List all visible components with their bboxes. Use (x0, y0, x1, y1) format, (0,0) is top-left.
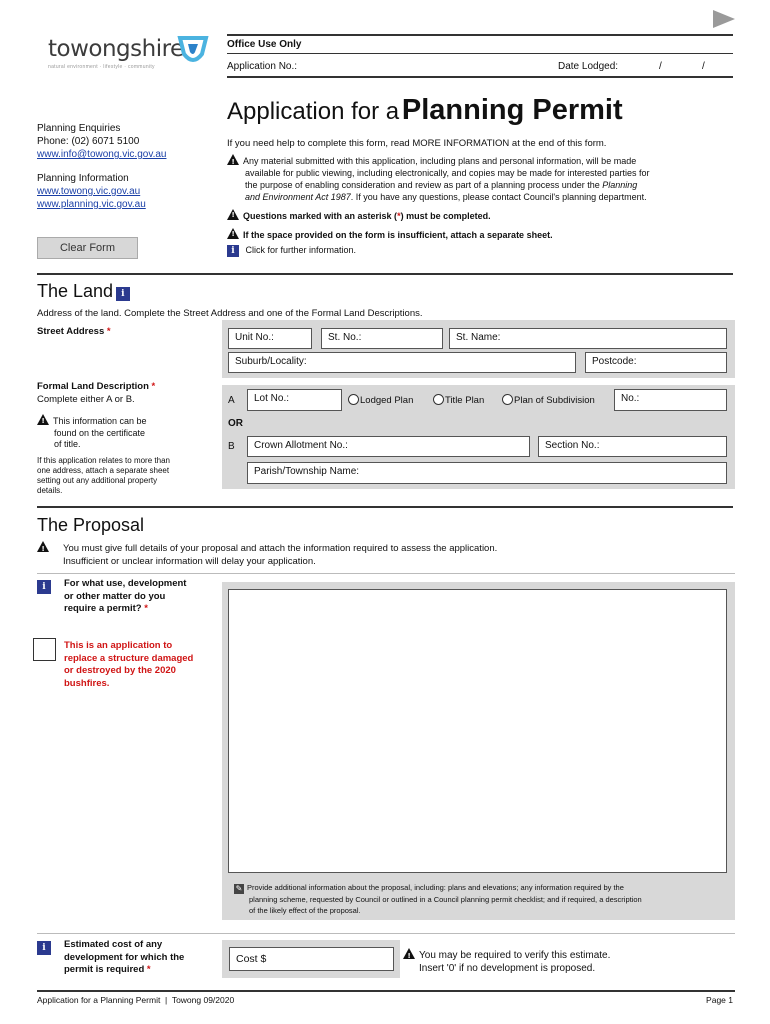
act-name-2: and Environment Act 1987 (245, 192, 351, 202)
section-no-field[interactable]: Section No.: (538, 436, 727, 457)
parish-township-field[interactable]: Parish/Township Name: (247, 462, 727, 484)
act-name-1: Planning (602, 180, 638, 190)
application-no-label: Application No.: (227, 61, 298, 72)
warning-icon (227, 228, 239, 239)
cost-question: Estimated cost of any development for which the permit is required * (64, 939, 185, 975)
formal-land-label: Formal Land Description * (37, 381, 156, 392)
clear-form-button[interactable]: Clear Form (37, 237, 138, 259)
radio-plan-of-subdivision[interactable]: Plan of Subdivision (502, 394, 595, 406)
street-name-field[interactable]: St. Name: (449, 328, 727, 349)
date-sep-1: / (659, 61, 662, 72)
planning-enquiries-label: Planning Enquiries (37, 123, 121, 134)
warning-icon (227, 154, 239, 165)
warning-icon (403, 948, 415, 959)
logo-tagline: natural environment · lifestyle · community (48, 64, 155, 70)
footer-title: Application for a Planning Permit | Towong 09/2020 (37, 995, 235, 1005)
land-heading: The Land i (37, 281, 130, 302)
radio-circle-icon (348, 394, 359, 405)
planning-website-link[interactable]: www.planning.vic.gov.au (37, 199, 146, 210)
material-notice (227, 154, 650, 203)
lot-no-field[interactable]: Lot No.: (247, 389, 342, 411)
option-a-label: A (228, 395, 235, 406)
material-line-3: the purpose of enabling consideration and review as part of a planning process under the (245, 180, 603, 190)
option-b-label: B (228, 441, 235, 452)
proposal-warning: !You must give full details of your proposal and attach the information required to assess the application. Insufficient or unclear information will delay your application. (37, 541, 497, 568)
or-label: OR (228, 418, 243, 429)
document-icon: ✎ (235, 884, 243, 893)
planning-information-label: Planning Information (37, 173, 129, 184)
logo-mark-icon (176, 32, 210, 66)
towong-website-link[interactable]: www.towong.vic.gov.au (37, 186, 141, 197)
date-sep-2: / (702, 61, 705, 72)
multi-address-note: If this application relates to more than one address, attach a separate sheet setting out any additional property details. (37, 456, 170, 495)
info-notice (227, 245, 356, 257)
land-description: Address of the land. Complete the Street Address and one of the Formal Land Descriptions. (37, 308, 423, 319)
page-title (227, 94, 623, 127)
verify-note: ! You may be required to verify this estimate. Insert '0' if no development is proposed. (403, 948, 610, 975)
page-number: Page 1 (706, 995, 733, 1005)
radio-circle-icon (502, 394, 513, 405)
postcode-field[interactable]: Postcode: (585, 352, 727, 373)
provide-info-note: ✎ Provide additional information about the proposal, including: plans and elevations; any information required by the planning scheme, requested by Council or outlined in a Council planning permit checklist; and if required, a description of the likely effect of the proposal. (235, 883, 642, 915)
certificate-note: !This information can be found on the certificate of title. (37, 414, 147, 451)
material-line-4: . If you have any questions, please contact Council's planning department. (350, 192, 647, 202)
radio-circle-icon (433, 394, 444, 405)
info-notice-text: Click for further information. (245, 245, 357, 256)
next-page-arrow-icon[interactable] (713, 10, 735, 28)
bushfire-note: This is an application to replace a structure damaged or destroyed by the 2020 bushfires. (64, 640, 194, 689)
crown-allotment-field[interactable]: Crown Allotment No.: (247, 436, 530, 457)
warning-icon (37, 414, 49, 425)
formal-land-sub: Complete either A or B. (37, 394, 135, 405)
use-question: For what use, development or other matter do you require a permit? * (64, 578, 187, 614)
asterisk-notice: !Questions marked with an asterisk (*) must be completed. (227, 209, 491, 221)
radio-lodged-plan[interactable]: Lodged Plan (348, 394, 413, 406)
material-line-2: available for public viewing, including electronically, and copies may be made for interested parties for (245, 168, 650, 178)
warning-icon (227, 209, 239, 220)
suburb-field[interactable]: Suburb/Locality: (228, 352, 576, 373)
street-address-label: Street Address * (37, 326, 111, 337)
logo-wordmark: towongshire (48, 36, 184, 62)
bushfire-checkbox[interactable] (33, 638, 56, 661)
date-lodged-label: Date Lodged: (558, 61, 619, 72)
help-text: If you need help to complete this form, read MORE INFORMATION at the end of this form. (227, 138, 607, 149)
phone-number: Phone: (02) 6071 5100 (37, 136, 140, 147)
plan-no-field[interactable]: No.: (614, 389, 727, 411)
proposal-description-textarea[interactable] (228, 589, 727, 873)
space-notice: !If the space provided on the form is insufficient, attach a separate sheet. (227, 228, 553, 240)
email-link[interactable]: www.info@towong.vic.gov.au (37, 149, 167, 160)
unit-no-field[interactable]: Unit No.: (228, 328, 312, 349)
land-info-icon[interactable]: i (116, 287, 130, 301)
cost-field[interactable]: Cost $ (229, 947, 394, 971)
radio-title-plan[interactable]: Title Plan (433, 394, 484, 406)
towong-logo (48, 36, 218, 86)
title-prefix: Application for a (227, 98, 400, 125)
proposal-heading: The Proposal (37, 515, 145, 535)
cost-info-icon[interactable]: i (37, 941, 51, 955)
street-no-field[interactable]: St. No.: (321, 328, 443, 349)
contact-block (37, 122, 166, 211)
office-use-heading: Office Use Only (227, 39, 302, 50)
proposal-info-icon[interactable]: i (37, 580, 51, 594)
material-line-1: Any material submitted with this application, including plans and personal information, will be made (243, 156, 637, 166)
info-icon[interactable]: i (227, 245, 239, 257)
title-main: Planning Permit (401, 94, 623, 126)
warning-icon (37, 541, 49, 552)
